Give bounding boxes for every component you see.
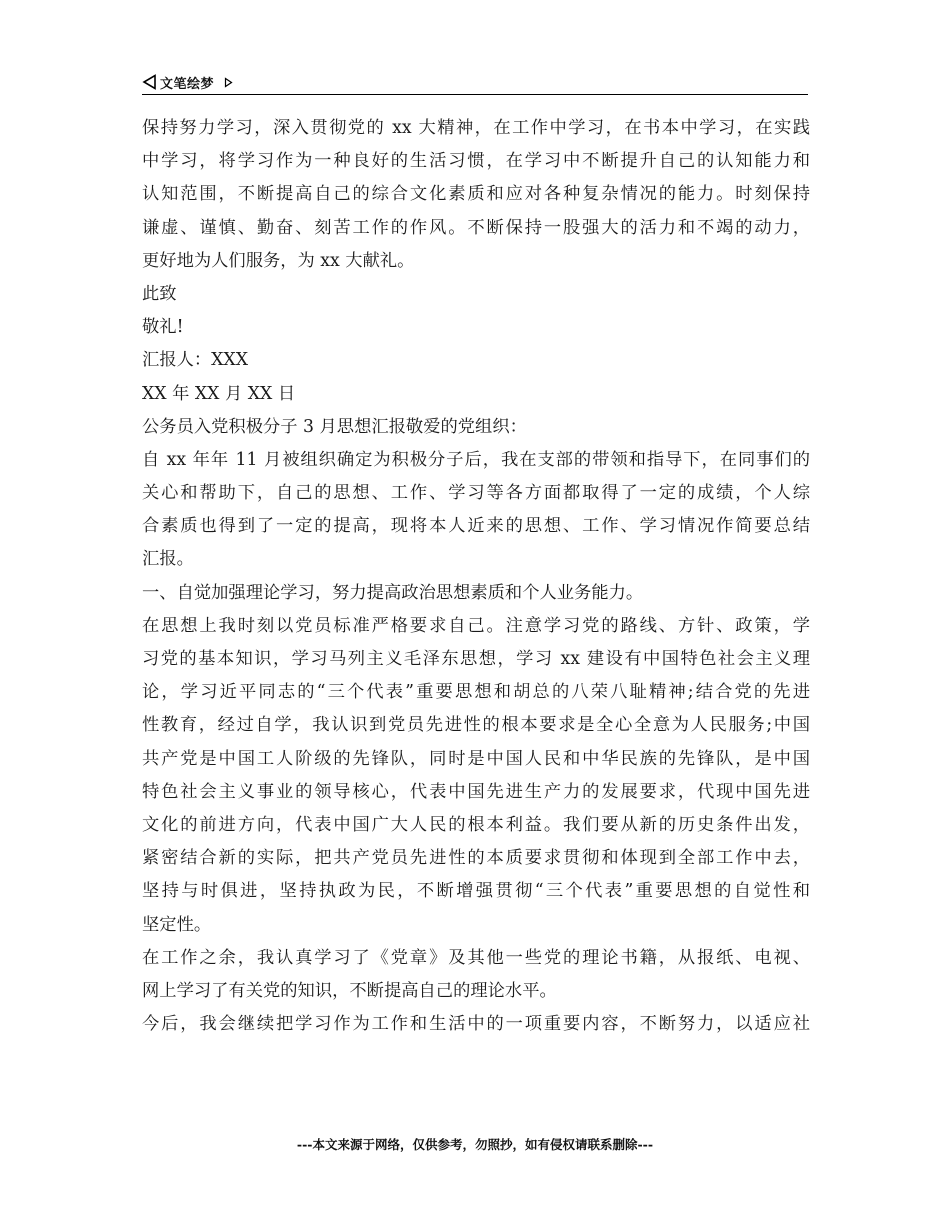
text-line: 自 xx 年年 11 月被组织确定为积极分子后，我在支部的带领和指导下，在同事们的 — [142, 449, 810, 470]
header-brand-text: 文笔绘梦 — [160, 76, 215, 92]
document-body — [142, 112, 810, 1041]
triangle-left-outline-icon — [142, 74, 157, 90]
text-line: 此致 — [142, 283, 177, 304]
text-line: 习党的基本知识，学习马列主义毛泽东思想，学习 xx 建设有中国特色社会主义理 — [142, 649, 810, 669]
text-line: 合素质也得到了一定的提高，现将本人近来的思想、工作、学习情况作简要总结 — [142, 516, 810, 537]
text-line: 汇报。 — [142, 549, 194, 570]
text-line: 保持努力学习，深入贯彻党的 xx 大精神，在工作中学习，在书本中学习，在实践 — [142, 118, 810, 138]
footer-disclaimer: ---本文来源于网络，仅供参考，勿照抄，如有侵权请联系删除--- — [296, 1137, 654, 1152]
text-line: XX 年 XX 月 XX 日 — [142, 383, 296, 404]
text-line: 中学习，将学习作为一种良好的生活习惯，在学习中不断提升自己的认知能力和 — [142, 151, 810, 172]
text-line: 敬礼! — [142, 317, 184, 338]
text-line: 认知范围，不断提高自己的综合文化素质和应对各种复杂情况的能力。时刻保持 — [142, 184, 810, 205]
text-line: 公务员入党积极分子 3 月思想汇报敬爱的党组织： — [142, 416, 527, 437]
text-line: 特色社会主义事业的领导核心，代表中国先进生产力的发展要求，代现中国先进 — [142, 781, 810, 802]
text-line: 坚持与时俱进，坚持执政为民，不断增强贯彻“三个代表”重要思想的自觉性和 — [142, 881, 810, 902]
text-line: 文化的前进方向，代表中国广大人民的根本利益。我们要从新的历史条件出发， — [142, 814, 810, 835]
text-line: 紧密结合新的实际，把共产党员先进性的本质要求贯彻和体现到全部工作中去， — [142, 848, 810, 869]
text-line: 更好地为人们服务，为 xx 大献礼。 — [142, 250, 415, 271]
text-line: 谦虚、谨慎、勤奋、刻苦工作的作风。不断保持一股强大的活力和不竭的动力， — [142, 217, 810, 238]
text-line: 今后，我会继续把学习作为工作和生活中的一项重要内容，不断努力，以适应社 — [142, 1014, 810, 1035]
page-header — [142, 70, 808, 95]
header-brand-group — [142, 72, 233, 92]
text-line: 网上学习了有关党的知识，不断提高自己的理论水平。 — [142, 980, 557, 1001]
text-line: 在工作之余，我认真学习了《党章》及其他一些党的理论书籍，从报纸、电视、 — [142, 947, 810, 968]
text-line: 关心和帮助下，自己的思想、工作、学习等各方面都取得了一定的成绩，个人综 — [142, 483, 810, 504]
text-line: 汇报人：XXX — [142, 350, 249, 371]
text-line: 坚定性。 — [142, 914, 212, 935]
text-line: 在思想上我时刻以党员标准严格要求自己。注意学习党的路线、方针、政策，学 — [142, 615, 810, 636]
text-line: 论，学习近平同志的“三个代表”重要思想和胡总的八荣八耻精神;结合党的先进 — [142, 682, 810, 703]
text-line: 性教育，经过自学，我认识到党员先进性的根本要求是全心全意为人民服务;中国 — [142, 715, 810, 736]
text-line: 共产党是中国工人阶级的先锋队，同时是中国人民和中华民族的先锋队，是中国 — [142, 748, 810, 769]
triangle-right-outline-icon — [224, 77, 233, 88]
text-line: 一、自觉加强理论学习，努力提高政治思想素质和个人业务能力。 — [142, 582, 644, 603]
